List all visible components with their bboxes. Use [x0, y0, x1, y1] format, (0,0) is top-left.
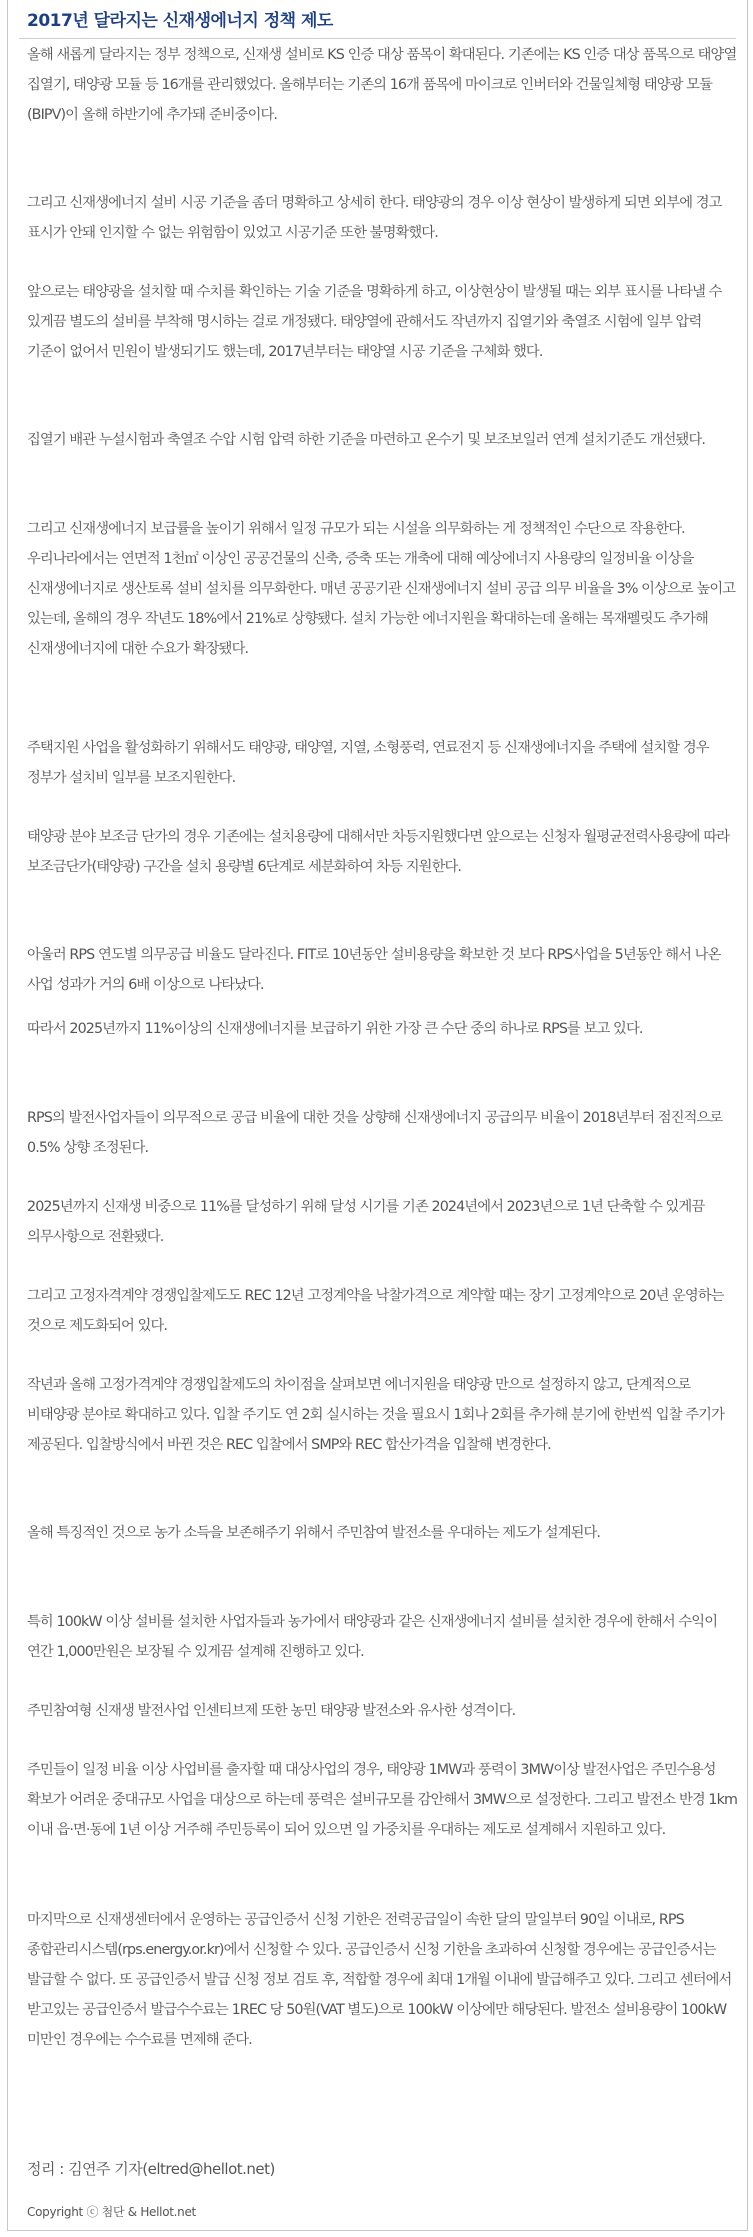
article-paragraph: 집열기 배관 누설시험과 축열조 수압 시험 압력 하한 기준을 마련하고 온수기 및 보조보일러 연계 설치기준도 개선됐다.	[27, 432, 706, 448]
article-paragraph: 주민들이 일정 비율 이상 사업비를 출자할 때 대상사업의 경우, 태양광 1MW과 풍력이 3MW이상 발전사업은 주민수용성 확보가 어려운 중대규모 사업을 대상으로 하는데 풍력은 설비규모를 감안해서 3MW으로 설정한다. 그리고 발전소 반경 1km 이내 읍·면·동에 1년 이상 거주해 주민등록이 되어 있으면 일 가중치를 우대하는 제도로 설계해서 지원하고 있다.	[27, 1762, 738, 1838]
article-paragraph: 태양광 분야 보조금 단가의 경우 기존에는 설치용량에 대해서만 차등지원했다면 앞으로는 신청자 월평균전력사용량에 따라 보조금단가(태양광) 구간을 설치 용량별 6단계로 세분화하여 차등 지원한다.	[27, 829, 730, 875]
article-frame	[7, 0, 748, 2231]
title-divider	[19, 38, 736, 39]
article-paragraph: 올해 특징적인 것으로 농가 소득을 보존해주기 위해서 주민참여 발전소를 우대하는 제도가 설계된다.	[27, 1525, 601, 1541]
article-paragraph: 아울러 RPS 연도별 의무공급 비율도 달라진다. FIT로 10년동안 설비용량을 확보한 것 보다 RPS사업을 5년동안 해서 나온 사업 성과가 거의 6배 이상으로 나타났다.	[27, 947, 721, 993]
article-paragraph: RPS의 발전사업자들이 의무적으로 공급 비율에 대한 것을 상향해 신재생에너지 공급의무 비율이 2018년부터 점진적으로 0.5% 상향 조정된다.	[27, 1110, 723, 1156]
article-paragraph: 그리고 신재생에너지 설비 시공 기준을 좀더 명확하고 상세히 한다. 태양광의 경우 이상 현상이 발생하게 되면 외부에 경고 표시가 안돼 인지할 수 없는 위험함이 있었고 시공기준 또한 불명확했다.	[27, 195, 722, 241]
article-title: 2017년 달라지는 신재생에너지 정책 제도	[27, 11, 333, 31]
article-paragraph: 따라서 2025년까지 11%이상의 신재생에너지를 보급하기 위한 가장 큰 수단 중의 하나로 RPS를 보고 있다.	[27, 1021, 643, 1037]
article-paragraph: 2025년까지 신재생 비중으로 11%를 달성하기 위해 달성 시기를 기존 2024년에서 2023년으로 1년 단축할 수 있게끔 의무사항으로 전환됐다.	[27, 1199, 705, 1245]
article-paragraph: 올해 새롭게 달라지는 정부 정책으로, 신재생 설비로 KS 인증 대상 품목이 확대된다. 기존에는 KS 인증 대상 품목으로 태양열 집열기, 태양광 모듈 등 16개를 관리했었다. 올해부터는 기존의 16개 품목에 마이크로 인버터와 건물일체형 태양광 모듈(BIPV)이 올해 하반기에 추가돼 준비중이다.	[27, 47, 737, 123]
article-paragraph: 그리고 신재생에너지 보급률을 높이기 위해서 일정 규모가 되는 시설을 의무화하는 게 정책적인 수단으로 작용한다. 우리나라에서는 연면적 1천㎡ 이상인 공공건물의 신축, 증축 또는 개축에 대해 예상에너지 사용량의 일정비율 이상을 신재생에너지로 생산토록 설비 설치를 의무화한다. 매년 공공기관 신재생에너지 설비 공급 의무 비율을 3% 이상으로 높이고 있는데, 올해의 경우 작년도 18%에서 21%로 상향됐다. 설치 가능한 에너지원을 확대하는데 올해는 목재펠릿도 추가해 신재생에너지에 대한 수요가 확장됐다.	[27, 521, 736, 657]
article-paragraph: 앞으로는 태양광을 설치할 때 수치를 확인하는 기술 기준을 명확하게 하고, 이상현상이 발생될 때는 외부 표시를 나타낼 수 있게끔 별도의 설비를 부착해 명시하는 걸로 개정됐다. 태양열에 관해서도 작년까지 집열기와 축열조 시험에 일부 압력 기준이 없어서 민원이 발생되기도 했는데, 2017년부터는 태양열 시공 기준을 구체화 했다.	[27, 284, 722, 360]
copyright-notice: Copyright ⓒ 첨단 & Hellot.net	[27, 2205, 196, 2219]
article-paragraph: 그리고 고정자격계약 경쟁입찰제도도 REC 12년 고정계약을 낙찰가격으로 계약할 때는 장기 고정계약으로 20년 운영하는 것으로 제도화되어 있다.	[27, 1288, 724, 1334]
article-paragraph: 특히 100kW 이상 설비를 설치한 사업자들과 농가에서 태양광과 같은 신재생에너지 설비를 설치한 경우에 한해서 수익이 연간 1,000만원은 보장될 수 있게끔 설계해 진행하고 있다.	[27, 1614, 718, 1660]
article-paragraph: 작년과 올해 고정가격계약 경쟁입찰제도의 차이점을 살펴보면 에너지원을 태양광 만으로 설정하지 않고, 단계적으로 비태양광 분야로 확대하고 있다. 입찰 주기도 연 2회 실시하는 것을 필요시 1회나 2회를 추가해 분기에 한번씩 입찰 주기가 제공된다. 입찰방식에서 바뀐 것은 REC 입찰에서 SMP와 REC 합산가격을 입찰해 변경한다.	[27, 1377, 724, 1453]
article-paragraph: 마지막으로 신재생센터에서 운영하는 공급인증서 신청 기한은 전력공급일이 속한 달의 말일부터 90일 이내로, RPS 종합관리시스템(rps.energy.or.kr)에서 신청할 수 있다. 공급인증서 신청 기한을 초과하여 신청할 경우에는 공급인증서는 발급할 수 없다. 또 공급인증서 발급 신청 정보 검토 후, 적합할 경우에 최대 1개월 이내에 발급해주고 있다. 그리고 센터에서 받고있는 공급인증서 발급수수료는 1REC 당 50원(VAT 별도)으로 100kW 이상에만 해당된다. 발전소 설비용량이 100kW 미만인 경우에는 수수료를 면제해 준다.	[27, 1912, 732, 2048]
article-paragraph: 주택지원 사업을 활성화하기 위해서도 태양광, 태양열, 지열, 소형풍력, 연료전지 등 신재생에너지을 주택에 설치할 경우 정부가 설치비 일부를 보조지원한다.	[27, 740, 709, 786]
reporter-signature: 정리 : 김연주 기자(eltred@hellot.net)	[27, 2160, 275, 2178]
article-paragraph: 주민참여형 신재생 발전사업 인센티브제 또한 농민 태양광 발전소와 유사한 성격이다.	[27, 1703, 516, 1719]
